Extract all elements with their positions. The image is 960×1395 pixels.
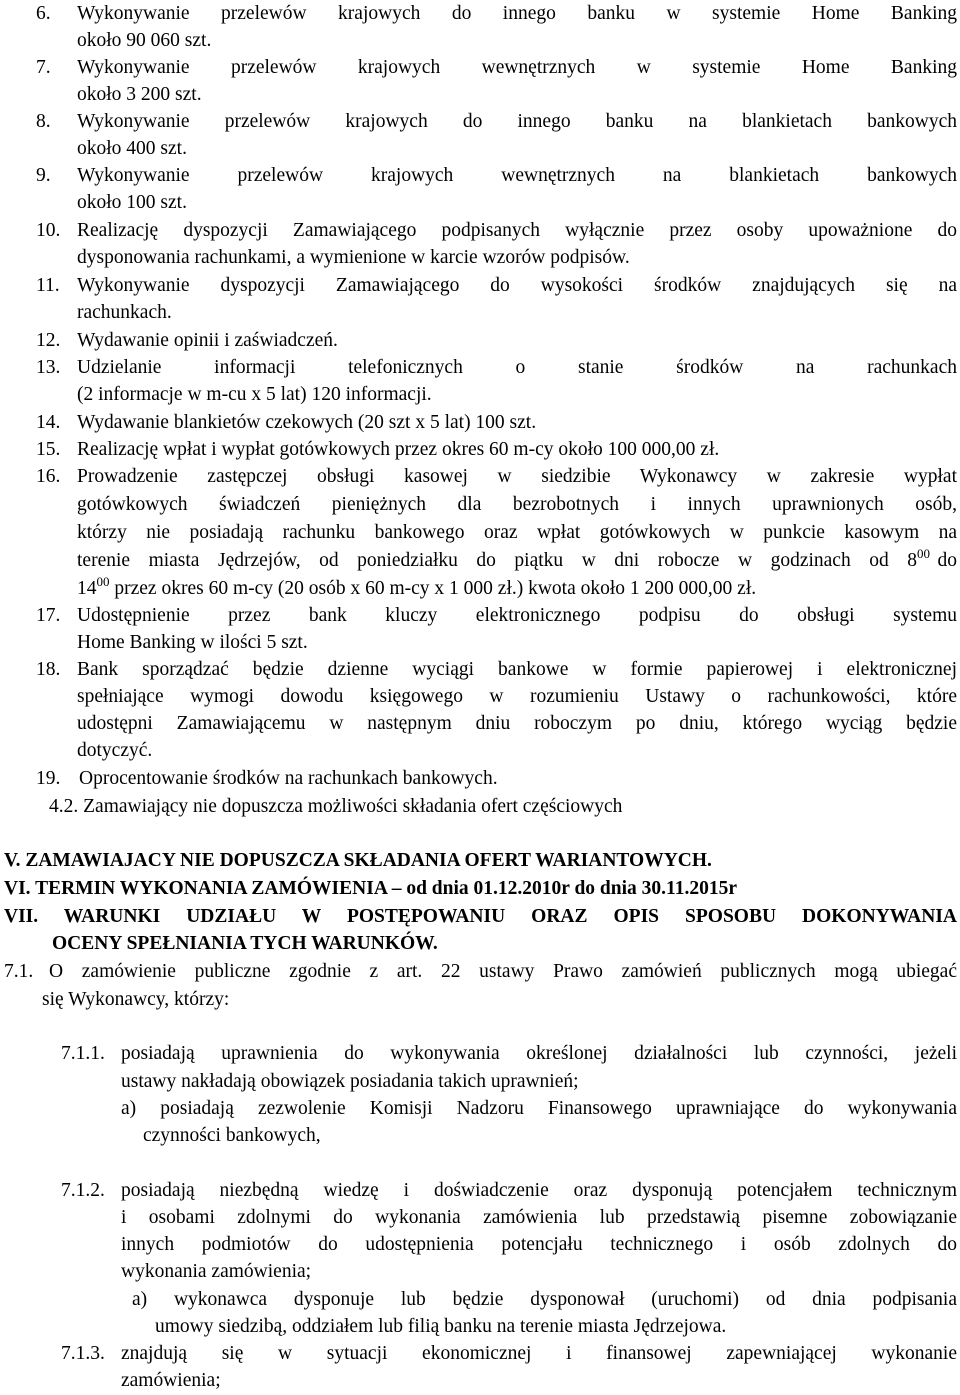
item-text-line: którzy nie posiadają rachunku bankowego oraz wpłat gotówkowych w punkcie kasowym na bbox=[77, 522, 957, 543]
item-text-line: około 100 szt. bbox=[77, 192, 187, 213]
item-text-line: (2 informacje w m-cu x 5 lat) 120 informacji. bbox=[77, 384, 432, 405]
item-number: 19. bbox=[36, 768, 61, 789]
heading-section-vi: VI. TERMIN WYKONANIA ZAMÓWIENIA – od dnia 01.12.2010r do dnia 30.11.2015r bbox=[4, 878, 737, 899]
item-text-line: Wykonywanie dyspozycji Zamawiającego do wysokości środków znajdujących się na bbox=[77, 275, 957, 296]
item-text-line: Home Banking w ilości 5 szt. bbox=[77, 632, 308, 653]
section-number: 7.1.2. bbox=[61, 1180, 105, 1201]
section-text-line: wykonania zamówienia; bbox=[121, 1261, 312, 1282]
item-text-line: Wykonywanie przelewów krajowych wewnętrznych w systemie Home Banking bbox=[77, 57, 957, 78]
item-text-line bbox=[77, 547, 957, 575]
item-text-line: Oprocentowanie środków na rachunkach bankowych. bbox=[79, 768, 498, 789]
item-text-line: Wykonywanie przelewów krajowych do innego banku na blankietach bankowych bbox=[77, 111, 957, 132]
section-text-line: się Wykonawcy, którzy: bbox=[42, 989, 230, 1010]
item-text-segment: do bbox=[937, 550, 957, 571]
heading-section-v: V. ZAMAWIAJACY NIE DOPUSZCZA SKŁADANIA OFERT WARIANTOWYCH. bbox=[4, 850, 712, 871]
item-text-segment: przez okres 60 m-cy (20 osób x 60 m-cy x 1 000 zł.) kwota około 1 200 000,00 zł. bbox=[114, 578, 757, 599]
item-text-line: około 400 szt. bbox=[77, 138, 187, 159]
heading-section-vii-cont: OCENY SPEŁNIANIA TYCH WARUNKÓW. bbox=[52, 933, 438, 954]
section-number: 7.1. bbox=[4, 961, 34, 982]
item-number: 16. bbox=[36, 466, 61, 487]
item-text-segment: 14 bbox=[77, 578, 97, 599]
item-text-line: Realizację wpłat i wypłat gotówkowych przez okres 60 m-cy około 100 000,00 zł. bbox=[77, 439, 720, 460]
subitem-text-line: czynności bankowych, bbox=[143, 1125, 321, 1146]
item-text-line: Wykonywanie przelewów krajowych do innego banku w systemie Home Banking bbox=[77, 3, 957, 24]
item-number: 14. bbox=[36, 412, 61, 433]
item-number: 7. bbox=[36, 57, 51, 78]
subitem-text-line: a) wykonawca dysponuje lub będzie dysponował (uruchomi) od dnia podpisania bbox=[132, 1289, 957, 1310]
item-number: 17. bbox=[36, 605, 61, 626]
item-text-line: Wydawanie opinii i zaświadczeń. bbox=[77, 330, 338, 351]
heading-section-vii: VII. WARUNKI UDZIAŁU W POSTĘPOWANIU ORAZ OPIS SPOSOBU DOKONYWANIA bbox=[4, 906, 957, 927]
item-number: 12. bbox=[36, 330, 61, 351]
item-number: 15. bbox=[36, 439, 61, 460]
item-text-line: gotówkowych świadczeń pieniężnych dla bezrobotnych i innych uprawnionych osób, bbox=[77, 494, 957, 515]
section-number: 7.1.3. bbox=[61, 1343, 105, 1364]
superscript: 00 bbox=[917, 545, 930, 561]
item-text-line: Realizację dyspozycji Zamawiającego podpisanych wyłącznie przez osoby upoważnione do bbox=[77, 220, 957, 241]
item-text-line: dysponowania rachunkami, a wymienione w karcie wzorów podpisów. bbox=[77, 247, 630, 268]
section-text-line: zamówienia; bbox=[121, 1370, 221, 1391]
item-text-line: około 3 200 szt. bbox=[77, 84, 202, 105]
item-text-line: Wykonywanie przelewów krajowych wewnętrznych na blankietach bankowych bbox=[77, 165, 957, 186]
item-text-line: Prowadzenie zastępczej obsługi kasowej w siedzibie Wykonawcy w zakresie wypłat bbox=[77, 466, 957, 487]
item-number: 18. bbox=[36, 659, 61, 680]
item-number: 13. bbox=[36, 357, 61, 378]
section-text-line: O zamówienie publiczne zgodnie z art. 22 ustawy Prawo zamówień publicznych mogą ubiegać bbox=[49, 961, 957, 982]
clause-4-2: 4.2. Zamawiający nie dopuszcza możliwości składania ofert częściowych bbox=[49, 796, 623, 817]
section-text-line: innych podmiotów do udostępnienia potencjału technicznego i osób zdolnych do bbox=[121, 1234, 957, 1255]
section-text-line: posiadają uprawnienia do wykonywania określonej działalności lub czynności, jeżeli bbox=[121, 1043, 957, 1064]
item-number: 11. bbox=[36, 275, 60, 296]
item-text-line: udostępni Zamawiającemu w następnym dniu roboczym po dniu, którego wyciąg będzie bbox=[77, 713, 957, 734]
item-number: 8. bbox=[36, 111, 51, 132]
section-text-line: i osobami zdolnymi do wykonania zamówienia lub przedstawią pisemne zobowiązanie bbox=[121, 1207, 957, 1228]
item-text-line bbox=[77, 575, 756, 603]
section-text-line: znajdują się w sytuacji ekonomicznej i finansowej zapewniającej wykonanie bbox=[121, 1343, 957, 1364]
item-text-line: Udostępnienie przez bank kluczy elektronicznego podpisu do obsługi systemu bbox=[77, 605, 957, 626]
item-text-line: Bank sporządzać będzie dzienne wyciągi bankowe w formie papierowej i elektronicznej bbox=[77, 659, 957, 680]
section-number: 7.1.1. bbox=[61, 1043, 105, 1064]
subitem-text-line: umowy siedzibą, oddziałem lub filią banku na terenie miasta Jędrzejowa. bbox=[155, 1316, 727, 1337]
subitem-text-line: a) posiadają zezwolenie Komisji Nadzoru Finansowego uprawniające do wykonywania bbox=[121, 1098, 957, 1119]
item-text-line: około 90 060 szt. bbox=[77, 30, 212, 51]
item-number: 9. bbox=[36, 165, 51, 186]
item-text-line: Wydawanie blankietów czekowych (20 szt x 5 lat) 100 szt. bbox=[77, 412, 537, 433]
item-number: 6. bbox=[36, 3, 51, 24]
item-text-segment: terenie miasta Jędrzejów, od poniedziałku do piątku w dni robocze w godzinach od 8 bbox=[77, 550, 917, 571]
item-text-line: Udzielanie informacji telefonicznych o stanie środków na rachunkach bbox=[77, 357, 957, 378]
item-number: 10. bbox=[36, 220, 61, 241]
section-text-line: ustawy nakładają obowiązek posiadania takich uprawnień; bbox=[121, 1071, 579, 1092]
item-text-line: spełniające wymogi dowodu księgowego w rozumieniu Ustawy o rachunkowości, które bbox=[77, 686, 957, 707]
item-text-line: rachunkach. bbox=[77, 302, 172, 323]
item-text-line: dotyczyć. bbox=[77, 740, 153, 761]
section-text-line: posiadają niezbędną wiedzę i doświadczenie oraz dysponują potencjałem technicznym bbox=[121, 1180, 957, 1201]
superscript: 00 bbox=[96, 573, 110, 589]
